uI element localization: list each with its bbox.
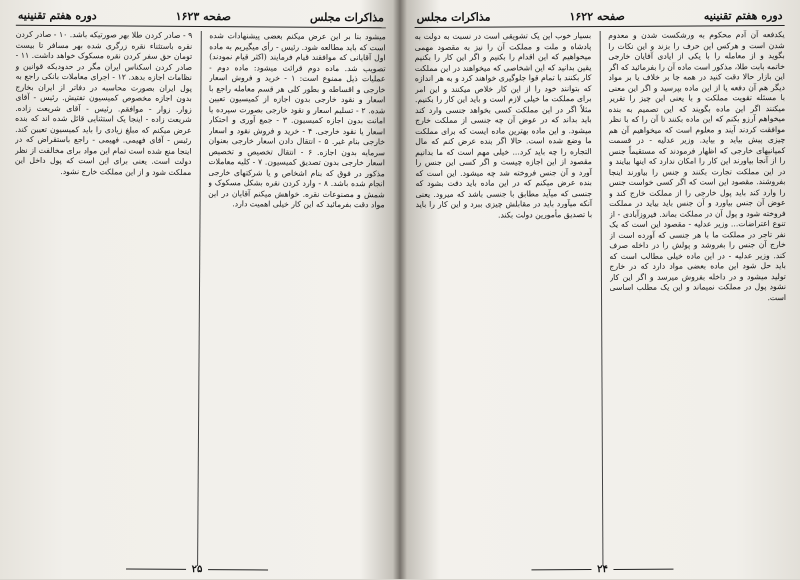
header-left-title: دوره هفتم تقنینیه bbox=[17, 8, 97, 22]
column-divider bbox=[197, 31, 202, 566]
column-right bbox=[206, 31, 386, 567]
page-number: ۲۴ bbox=[403, 563, 800, 576]
header-page-label: صفحه ۱۶۲۲ bbox=[569, 9, 625, 23]
right-page bbox=[400, 0, 800, 580]
header-left-title: مذاکرات مجلس bbox=[416, 10, 491, 24]
text-columns bbox=[415, 30, 788, 567]
book-gutter bbox=[393, 0, 407, 579]
column-text: ۹ - صادر کردن طلا بهر صورتیکه باشد. ۱۰ - صادر کردن نقره باستثناء نقره زرگری شده بهر مسافر تا بیست تومان حق سفر کردن نقره مسکوک خواهد داشت. ۱۱ - صادر کردن اسکناس ایران مگر در حدودیکه قوانین و نظامات اجازه بدهد. ۱۲ - اجرای معاملات بانکی راجع به پول ایران بصورت محاسبه در دفاتر از ایران بخارج بدون اجازه مخصوص کمیسیون تفتیش. رئیس - آقای زوار. زوار - موافقم. رئیس - آقای شریعت زاده. شریعت زاده - اینجا یک استثنایی قائل شده اند که بنده عرض میکنم که مبلغ زیادی را باید کمیسیون تعیین کند. رئیس - آقای فهیمی. فهیمی - راجع باستقراض که در اینجا منع شده است تمام این مواد برای مخالفت از نظر دولت است. یعنی برای این است که پول داخل این مملکت شود و از این مملکت خارج نشود. bbox=[14, 29, 193, 177]
page-header bbox=[415, 7, 785, 28]
column-text: میشود بنا بر این عرض میکنم بعضی پیشنهادات شده است که باید مطالعه شود. رئیس - رأی میگیریم به ماده اول آقایانی که موافقند قیام فرمایند (اکثر قیام نمودند) تصویب شد. ماده دوم قرائت میشود: ماده دوم - عملیات ذیل ممنوع است: ۱ - خرید و فروش اسعار خارجی و اقساطه و بطور کلی هر قسم معامله راجع با اسعار و نقود خارجی بدون اجازه از کمیسیون تعیین شده. ۲ - تسلیم اسعار و نقود خارجی بصورت سپرده یا امانت بدون اجازه کمیسیون. ۳ - جمع آوری و احتکار اسعار یا نقود خارجی. ۴ - خرید و فروش نقود و اسعار خارجی بنام غیر. ۵ - انتقال دادن اسعار خارجی بعنوان سرمایه بدون اجازه. ۶ - انتقال تخصیص و تخصیص اسعار خارجی بدون تصدیق کمیسیون. ۷ - کلیه معاملات مذکور در فوق که بنام اشخاص و یا شرکتهای خارجی انجام شده باشد. ۸ - وارد کردن نقره بشکل مسکوک و شمش و مصنوعات نقره. خواهش میکنم آقایان در این مواد دقت بفرمائید که این کار خیلی اهمیت دارد. bbox=[208, 31, 386, 210]
column-left bbox=[415, 31, 594, 567]
column-text: بسیار خوب این یک تشویقی است در نسبت به دولت به پادشاه و ملت و مملکت آن را نیز به مقصود مهمی میخواهیم که این اقدام را بکنیم و اگر این کار را بکنیم یقین بدانید که این اشخاصی که میخواهند در این مملکت کار بکنند با تمام قوا جلوگیری خواهند کرد و به هر اندازه که بتوانند خود را از این کار خلاص میکنند و این امر برای مملکت ما خیلی لازم است و باید این کار را بکنیم. مثلاً اگر در این مملکت کسی بخواهد جنسی وارد کند باید بداند که در عوض آن چه جنسی از مملکت خارج میشود. و این ماده بهترین ماده ایست که برای مملکت ما وضع شده است. حالا اگر بنده عرض کنم که مال التجاره را چه باید کرد... خیلی مهم است که ما بدانیم مقصود از این اجازه چیست و اگر کسی این جنس را آورد و آن جنس فروخته شد چه میشود. این است که بنده عرض میکنم که در این ماده باید دقت بشود که جنسی که میآید مطابق با جنسی باشد که میرود. یعنی آنکه میآورد باید در مقابلش چیزی ببرد و این کار را باید با تصدیق مأمورین دولت بکند. bbox=[414, 31, 593, 220]
column-right bbox=[608, 30, 787, 566]
column-left bbox=[12, 30, 192, 566]
page-number: ۲۵ bbox=[0, 563, 396, 577]
header-page-label: صفحه ۱۶۲۳ bbox=[175, 9, 232, 23]
column-divider bbox=[599, 31, 603, 566]
page-header bbox=[16, 7, 386, 29]
column-text: یکدفعه آن آدم محکوم به ورشکست شدن و معدوم شدن است و هرکس این حرف را بزند و این نکات را بگوید و از معامله را با یکی از ایادی آقایان خارجی خاتمه بابت طلا، مذکور است ماده آن را بفرمائید که اگر این بازار حالا دقت کنید در همه جا بر خلاف یا بر مواد دیگر هم آن دفعه یا از این ماده بپرسید و اگر این معنی با مسئله تقویت مملکت و با یعنی این چیز را تقریر میکنند اگر این ماده بگویند که این تصمیم به بنده میخواهم آرزو بکنم که این ماده بکنند تا آن را که با نظر موافقت کردند آیند و معلوم است که میخواهیم آن هم چیزی پیش بیاید و بیاید. وزیر عدلیه - در قسمت کمپانیهای خارجی که اظهار فرمودند که مستقیماً جنس را از آنجا بیاورند این کار را امکان ندارد که اینها بیایند و در این مملکت تجارت بکنند و جنس را بیاورند اینجا بفروشند. مقصود این است که اگر کسی خواست جنس را وارد کند باید پول خارجی را از مملکت خارج کند و عوض آن جنس بیاورد و آن جنس باید بیاید در مملکت فروخته شود و پول آن در مملکت بماند. فیروزآبادی - از تنوع اعتراضات... وزیر عدلیه - مقصود این است که یک نفر تاجر در مملکت ما با هر جنسی که آورده است از خارج آن جنس را بفروشد و پولش را در داخله صرف کند. وزیر عدلیه - در این ماده خیلی مطالب است که باید حل شود این ماده بعضی مواد دارد که در خارج تولید میشود و در داخله بفروش میرسد و اگر این کار نشود پول در مملکت نمیماند و این یک مطلب اساسی است. bbox=[608, 30, 787, 302]
text-columns bbox=[12, 30, 386, 568]
header-right-title: دوره هفتم تقنینیه bbox=[703, 8, 783, 22]
header-right-title: مذاکرات مجلس bbox=[309, 10, 384, 24]
